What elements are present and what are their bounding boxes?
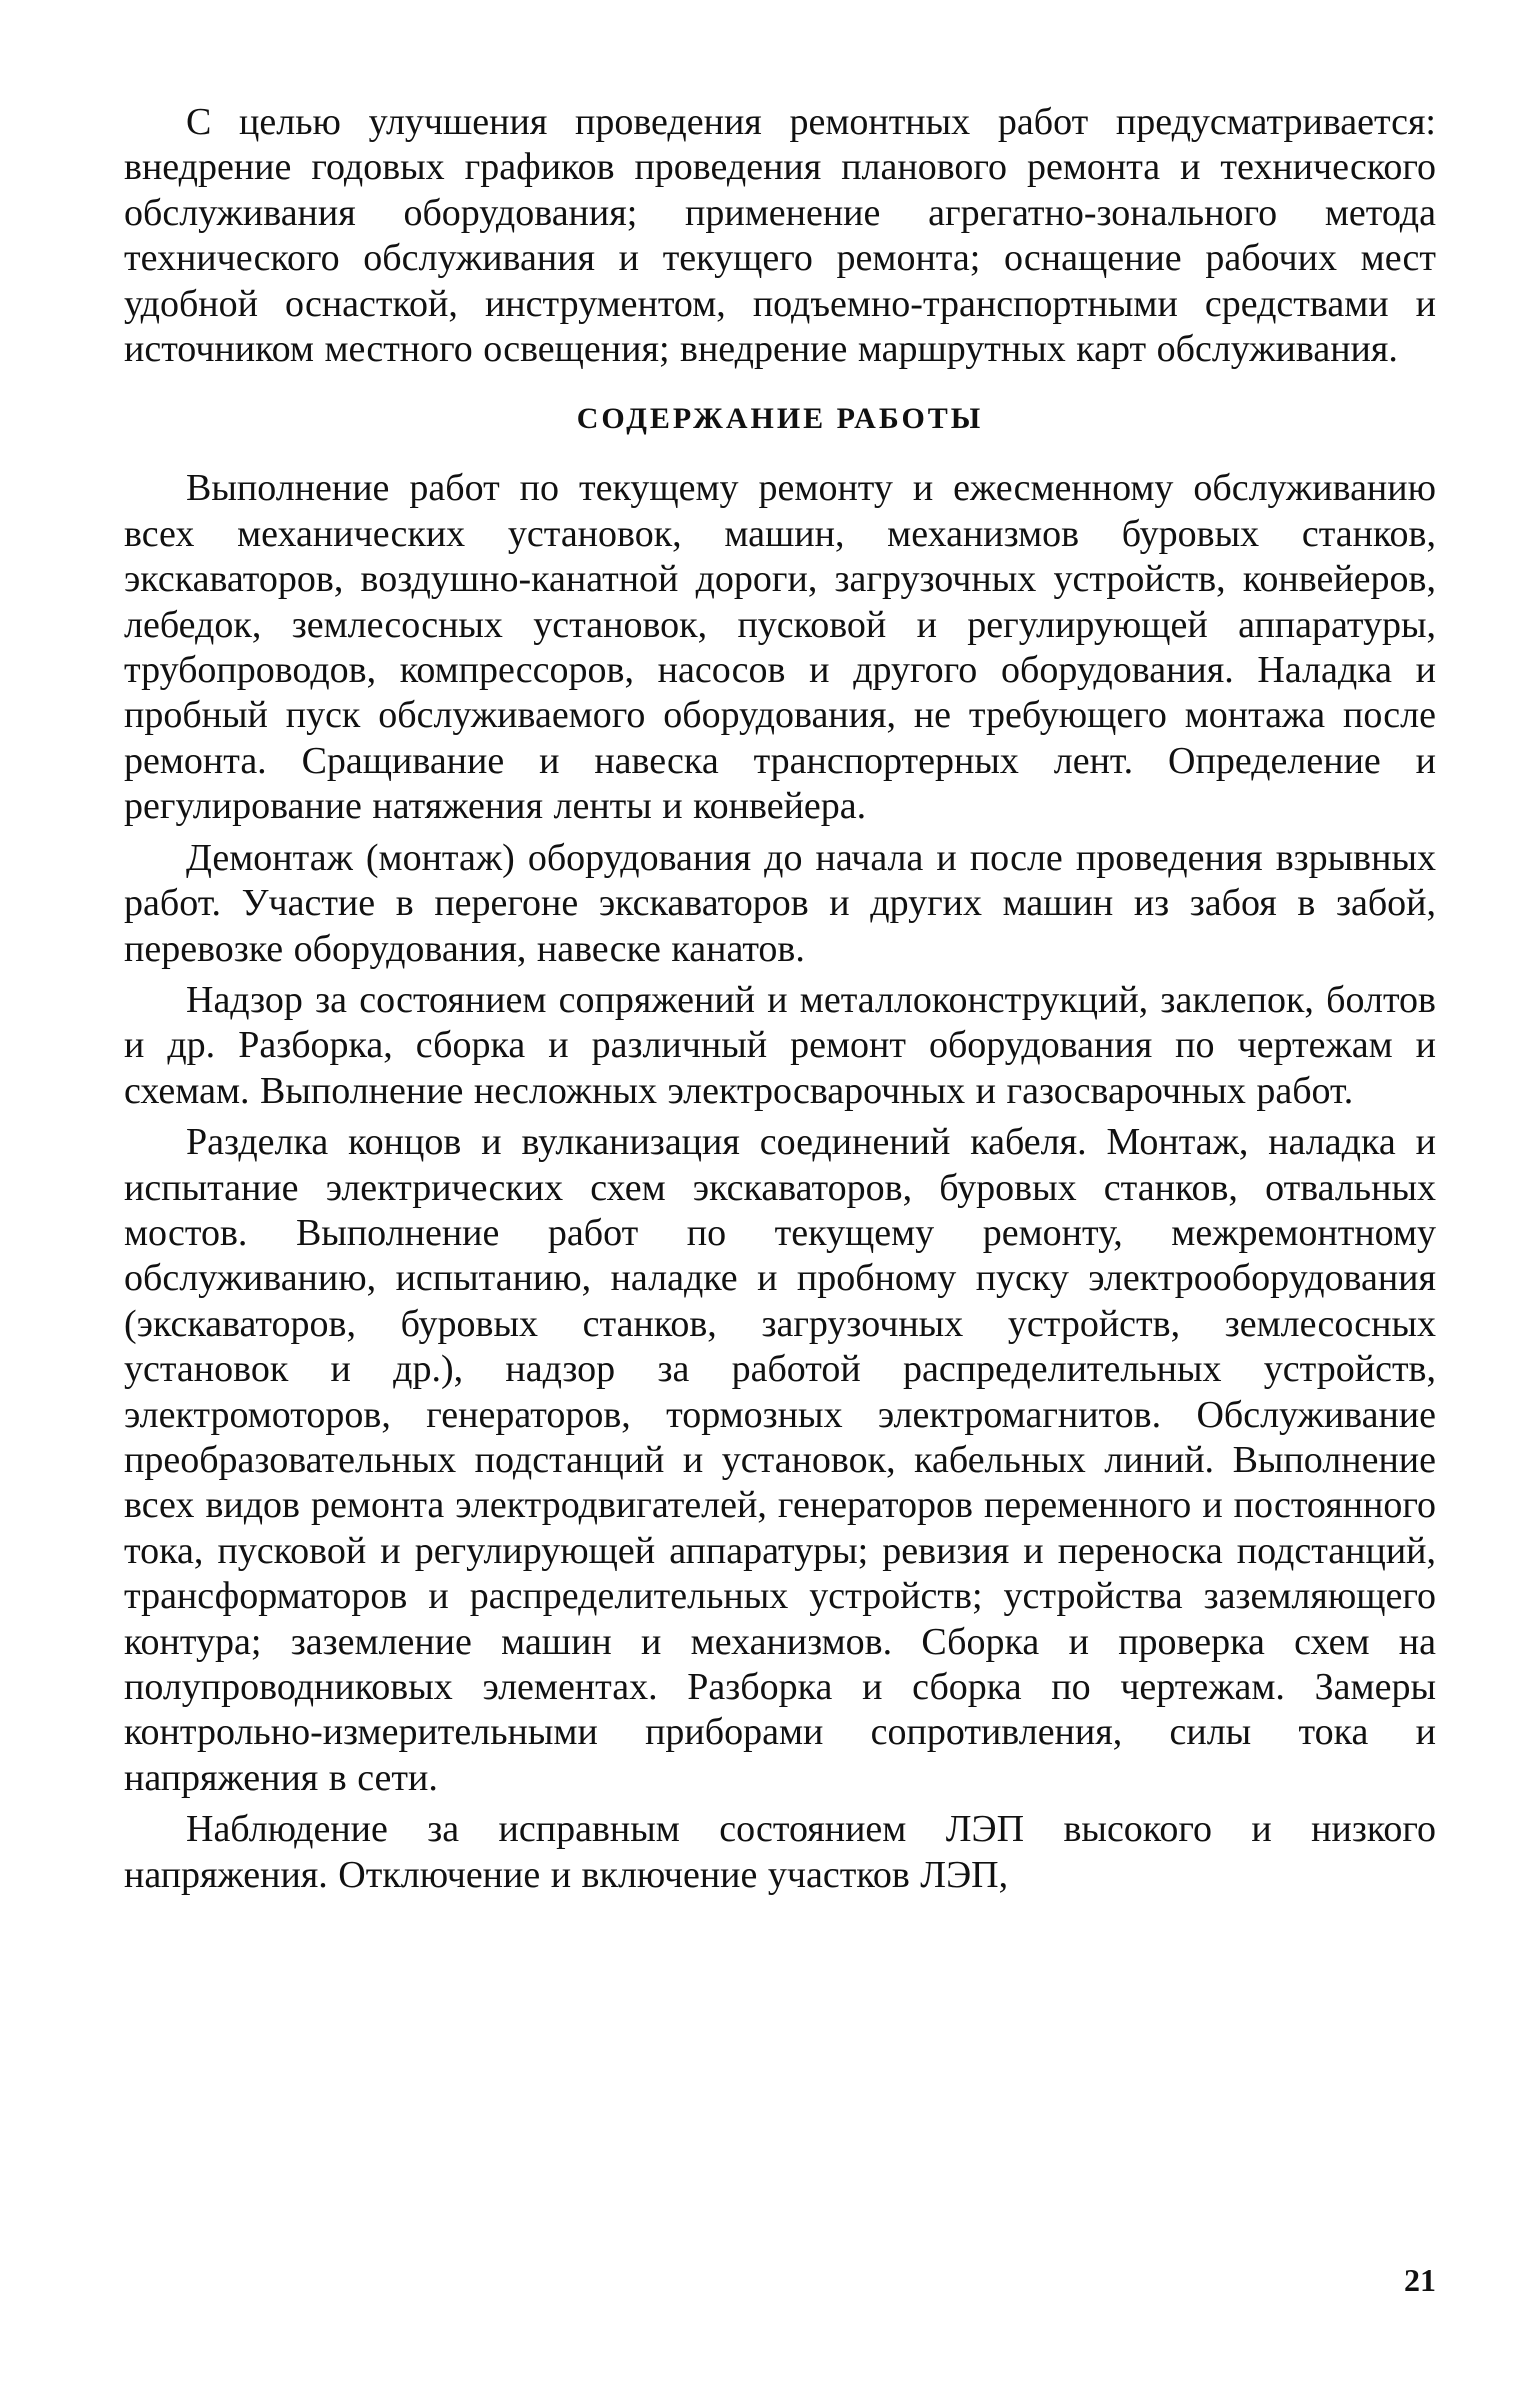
page-number: 21: [1404, 2262, 1436, 2298]
body-paragraph-2: Демонтаж (монтаж) оборудования до начала и после проведения взрывных работ. Участие в перегоне экскаваторов и других машин из забоя в забой, перевозке оборудования, навеске канатов.: [124, 836, 1436, 970]
body-paragraph-1: Выполнение работ по текущему ремонту и ежесменному обслуживанию всех механических установок, машин, механизмов буровых станков, экскаваторов, воздушно-канатной дороги, загрузочных устройств, конвейеров, лебедок, землесосных установок, пусковой и регулирующей аппаратуры, трубопроводов, компрессоров, насосов и другого оборудования. Наладка и пробный пуск обслуживаемого оборудования, не требующего монтажа после ремонта. Сращивание и навеска транспортерных лент. Определение и регулирование натяжения ленты и конвейера.: [124, 467, 1436, 828]
body-paragraph-4: Разделка концов и вулканизация соединений кабеля. Монтаж, наладка и испытание электрических схем экскаваторов, буровых станков, отвальных мостов. Выполнение работ по текущему ремонту, межремонтному обслуживанию, испытанию, наладке и пробному пуску электрооборудования (экскаваторов, буровых станков, загрузочных устройств, землесосных установок и др.), надзор за работой распределительных устройств, электромоторов, генераторов, тормозных электромагнитов. Обслуживание преобразовательных подстанций и установок, кабельных линий. Выполнение всех видов ремонта электродвигателей, генераторов переменного и постоянного тока, пусковой и регулирующей аппаратуры; ревизия и переноска подстанций, трансформаторов и распределительных устройств; устройства заземляющего контура; заземление машин и механизмов. Сборка и проверка схем на полупроводниковых элементах. Разборка и сборка по чертежам. Замеры контрольно-измерительными приборами сопротивления, силы тока и напряжения в сети.: [124, 1121, 1436, 1799]
document-page: [124, 100, 1436, 2340]
body-paragraph-5: Наблюдение за исправным состоянием ЛЭП высокого и низкого напряжения. Отключение и включение участков ЛЭП,: [124, 1808, 1436, 1896]
section-heading: СОДЕРЖАНИЕ РАБОТЫ: [576, 402, 984, 436]
intro-paragraph: С целью улучшения проведения ремонтных работ предусматривается: внедрение годовых графиков проведения планового ремонта и технического обслуживания оборудования; применение агрегатно-зонального метода технического обслуживания и текущего ремонта; оснащение рабочих мест удобной оснасткой, инструментом, подъемно-транспортными средствами и источником местного освещения; внедрение маршрутных карт обслуживания.: [124, 101, 1436, 371]
body-paragraph-3: Надзор за состоянием сопряжений и металлоконструкций, заклепок, болтов и др. Разборка, сборка и различный ремонт оборудования по чертежам и схемам. Выполнение несложных электросварочных и газосварочных работ.: [124, 978, 1436, 1112]
